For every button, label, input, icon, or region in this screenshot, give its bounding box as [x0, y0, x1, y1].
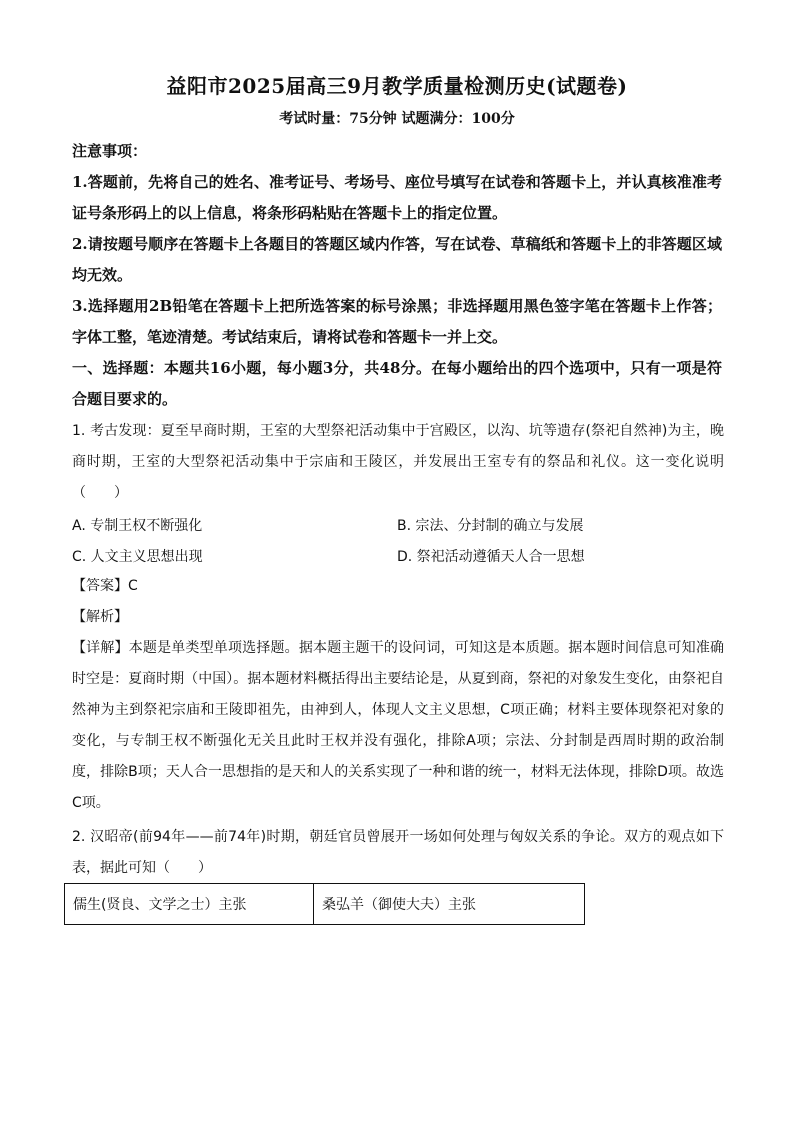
question-1-analysis-label: 【解析】	[72, 609, 128, 625]
notes-item-1: 1.答题前，先将自己的姓名、准考证号、考场号、座位号填写在试卷和答题卡上，并认真核准准考证号条形码上的以上信息，将条形码粘贴在答题卡上的指定位置。	[72, 173, 722, 222]
answer-label: 【答案】	[72, 578, 128, 594]
notes-heading: 注意事项：	[72, 142, 148, 160]
table-header-row	[65, 884, 585, 925]
notes-item-3: 3.选择题用2B铅笔在答题卡上把所选答案的标号涂黑；非选择题用黑色签字笔在答题卡上作答；字体工整，笔迹清楚。考试结束后，请将试卷和答题卡一并上交。	[72, 297, 722, 346]
exam-time-score: 考试时量：75分钟 试题满分：100分	[279, 111, 515, 127]
table-header-cell-sanghongyang: 桑弘羊（御使大夫）主张	[314, 884, 585, 925]
section-1-heading: 一、选择题：本题共16小题，每小题3分，共48分。在每小题给出的四个选项中，只有一项是符合题目要求的。	[72, 359, 722, 408]
page-title: 益阳市2025届高三9月教学质量检测历史(试题卷)	[166, 74, 628, 98]
detail-label: 【详解】	[72, 640, 129, 656]
question-2-table	[64, 883, 585, 925]
question-1-option-c: C. 人文主义思想出现	[72, 549, 203, 565]
notes-item-2: 2.请按题号顺序在答题卡上各题目的答题区域内作答，写在试卷、草稿纸和答题卡上的非答题区域均无效。	[72, 235, 722, 284]
question-1-stem: 1. 考古发现：夏至早商时期，王室的大型祭祀活动集中于宫殿区，以沟、坑等遗存(祭祀自然神)为主，晚商时期，王室的大型祭祀活动集中于宗庙和王陵区，并发展出王室专有的祭品和礼仪。这一变化说明（ ）	[72, 423, 724, 501]
answer-value: C	[128, 578, 138, 594]
question-1-detail	[72, 633, 724, 819]
question-1-option-d: D. 祭祀活动遵循天人合一思想	[397, 549, 585, 565]
question-2-stem: 2. 汉昭帝(前94年——前74年)时期，朝廷官员曾展开一场如何处理与匈奴关系的争论。双方的观点如下表，据此可知（ ）	[72, 829, 724, 876]
detail-text: 本题是单类型单项选择题。据本题主题干的设问词，可知这是本质题。据本题时间信息可知准确时空是：夏商时期（中国）。据本题材料概括得出主要结论是，从夏到商，祭祀的对象发生变化，由祭祀自然神为主到祭祀宗庙和王陵即祖先，由神到人，体现人文主义思想，C项正确；材料主要体现祭祀对象的变化，与专制王权不断强化无关且此时王权并没有强化，排除A项；宗法、分封制是西周时期的政治制度，排除B项；天人合一思想指的是天和人的关系实现了一种和谐的统一，材料无法体现，排除D项。故选C项。	[72, 640, 725, 811]
question-1-answer	[72, 571, 724, 602]
question-1-option-a: A. 专制王权不断强化	[72, 518, 203, 534]
table-header-cell-confucian: 儒生(贤良、文学之士）主张	[65, 884, 314, 925]
question-1-option-b: B. 宗法、分封制的确立与发展	[397, 518, 584, 534]
